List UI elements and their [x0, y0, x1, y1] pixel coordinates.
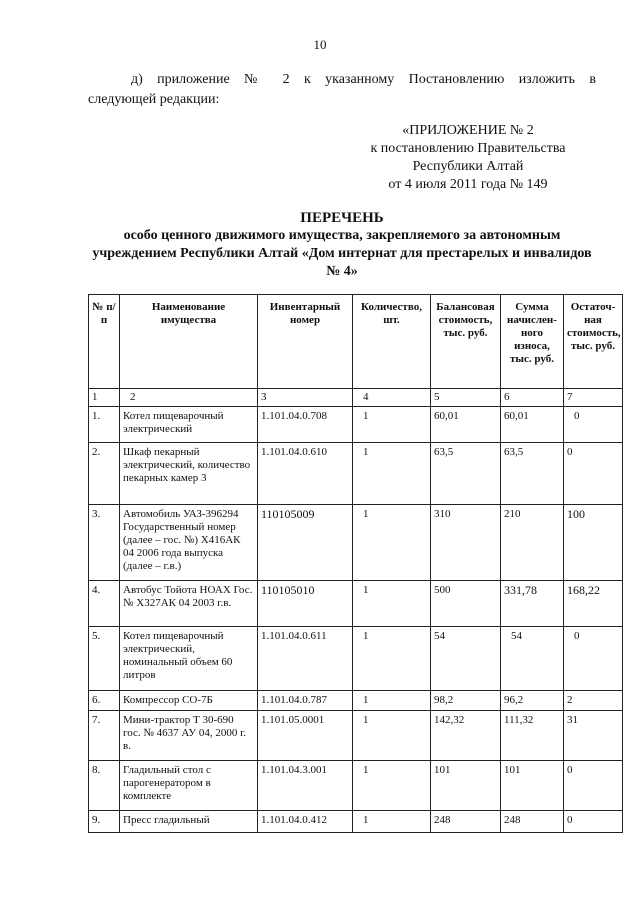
column-number-row — [89, 389, 623, 407]
cell-balance: 54 — [431, 627, 501, 691]
cell-balance: 248 — [431, 811, 501, 833]
cell-depreciation: 248 — [501, 811, 564, 833]
page-number: 10 — [313, 37, 327, 52]
appendix-line-2: к постановлению Правительства — [370, 141, 566, 156]
cell-name: Шкаф пекарный электрический, количество пекарных камер 3 — [120, 443, 258, 505]
column-number: 6 — [501, 389, 564, 407]
title-heading: ПЕРЕЧЕНЬ — [300, 210, 384, 226]
cell-balance: 63,5 — [431, 443, 501, 505]
cell-inventory: 1.101.04.0.708 — [258, 407, 353, 443]
table-row — [89, 711, 623, 761]
table-header-row — [89, 295, 623, 389]
cell-residual: 100 — [564, 505, 623, 581]
document-title — [88, 209, 596, 281]
header-cell: Балансовая стоимость, тыс. руб. — [431, 295, 501, 389]
column-number: 5 — [431, 389, 501, 407]
table-row — [89, 505, 623, 581]
column-number: 7 — [564, 389, 623, 407]
cell-balance: 310 — [431, 505, 501, 581]
cell-inventory: 1.101.04.3.001 — [258, 761, 353, 811]
cell-name: Мини-трактор Т 30-690 гос. № 4637 АУ 04, 2000 г. в. — [120, 711, 258, 761]
cell-index: 3. — [89, 505, 120, 581]
cell-quantity: 1 — [353, 761, 431, 811]
cell-inventory: 1.101.04.0.610 — [258, 443, 353, 505]
cell-inventory: 1.101.04.0.412 — [258, 811, 353, 833]
cell-quantity: 1 — [353, 811, 431, 833]
appendix-line-3: Республики Алтай — [412, 159, 524, 174]
cell-residual: 0 — [564, 627, 623, 691]
cell-quantity: 1 — [353, 505, 431, 581]
cell-index: 6. — [89, 691, 120, 711]
table-row — [89, 581, 623, 627]
table-row — [89, 761, 623, 811]
cell-balance: 500 — [431, 581, 501, 627]
cell-inventory: 110105010 — [258, 581, 353, 627]
header-cell: Инвентарный номер — [258, 295, 353, 389]
cell-index: 8. — [89, 761, 120, 811]
cell-residual: 31 — [564, 711, 623, 761]
cell-quantity: 1 — [353, 627, 431, 691]
appendix-line-4: от 4 июля 2011 года № 149 — [388, 177, 548, 192]
appendix-header — [338, 122, 598, 194]
table-row — [89, 691, 623, 711]
cell-index: 4. — [89, 581, 120, 627]
header-cell: Сумма начислен-ного износа, тыс. руб. — [501, 295, 564, 389]
cell-name: Котел пищеварочный электрический, номинальный объем 60 литров — [120, 627, 258, 691]
cell-name: Автомобиль УАЗ-396294 Государственный номер (далее – гос. №) Х416АК 04 2006 года выпуска (далее – г.в.) — [120, 505, 258, 581]
cell-residual: 168,22 — [564, 581, 623, 627]
table-row — [89, 627, 623, 691]
cell-inventory: 1.101.04.0.787 — [258, 691, 353, 711]
cell-depreciation: 63,5 — [501, 443, 564, 505]
cell-depreciation: 60,01 — [501, 407, 564, 443]
cell-name: Гладильный стол с парогенератором в комплекте — [120, 761, 258, 811]
cell-balance: 101 — [431, 761, 501, 811]
cell-residual: 0 — [564, 407, 623, 443]
cell-residual: 2 — [564, 691, 623, 711]
cell-index: 2. — [89, 443, 120, 505]
cell-name: Котел пищеварочный электрический — [120, 407, 258, 443]
cell-residual: 0 — [564, 761, 623, 811]
cell-index: 7. — [89, 711, 120, 761]
header-cell: Наименование имущества — [120, 295, 258, 389]
appendix-line-1: «ПРИЛОЖЕНИЕ № 2 — [402, 123, 534, 138]
column-number: 2 — [120, 389, 258, 407]
property-table — [88, 294, 623, 833]
cell-depreciation: 96,2 — [501, 691, 564, 711]
cell-quantity: 1 — [353, 711, 431, 761]
cell-balance: 60,01 — [431, 407, 501, 443]
header-cell: Остаточ-ная стоимость, тыс. руб. — [564, 295, 623, 389]
cell-depreciation: 210 — [501, 505, 564, 581]
cell-quantity: 1 — [353, 691, 431, 711]
cell-depreciation: 101 — [501, 761, 564, 811]
cell-name: Пресс гладильный — [120, 811, 258, 833]
column-number: 4 — [353, 389, 431, 407]
cell-inventory: 110105009 — [258, 505, 353, 581]
cell-depreciation: 111,32 — [501, 711, 564, 761]
cell-balance: 142,32 — [431, 711, 501, 761]
table-row — [89, 407, 623, 443]
cell-quantity: 1 — [353, 407, 431, 443]
cell-inventory: 1.101.04.0.611 — [258, 627, 353, 691]
cell-name: Автобус Тойота НОАХ Гос. № Х327АК 04 2003 г.в. — [120, 581, 258, 627]
cell-quantity: 1 — [353, 443, 431, 505]
table-row — [89, 811, 623, 833]
intro-line-2: следующей редакции: — [88, 92, 220, 107]
column-number: 1 — [89, 389, 120, 407]
title-subheading: особо ценного движимого имущества, закрепляемого за автономным учреждением Республики Алтай «Дом интернат для престарелых и инвалидов № 4» — [92, 228, 592, 279]
cell-index: 5. — [89, 627, 120, 691]
cell-quantity: 1 — [353, 581, 431, 627]
cell-index: 9. — [89, 811, 120, 833]
cell-inventory: 1.101.05.0001 — [258, 711, 353, 761]
table-row — [89, 443, 623, 505]
cell-index: 1. — [89, 407, 120, 443]
header-cell: № п/п — [89, 295, 120, 389]
cell-name: Компрессор СО-7Б — [120, 691, 258, 711]
cell-balance: 98,2 — [431, 691, 501, 711]
cell-residual: 0 — [564, 811, 623, 833]
column-number: 3 — [258, 389, 353, 407]
cell-depreciation: 54 — [501, 627, 564, 691]
cell-depreciation: 331,78 — [501, 581, 564, 627]
cell-residual: 0 — [564, 443, 623, 505]
intro-line-1: д) приложение № 2 к указанному Постановлению изложить в — [131, 72, 596, 87]
header-cell: Количество, шт. — [353, 295, 431, 389]
